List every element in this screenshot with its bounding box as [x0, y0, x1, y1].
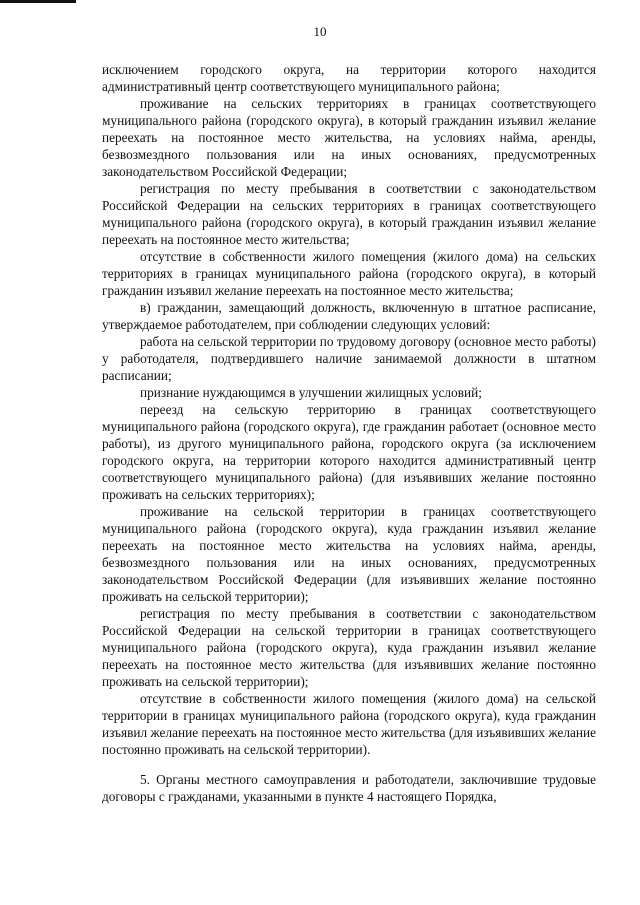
top-rule — [0, 0, 76, 3]
paragraph: отсутствие в собственности жилого помещения (жилого дома) на сельских территориях в границах муниципального района (городского округа), в который гражданин изъявил желание переехать на постоянное место жительства; — [102, 249, 596, 298]
paragraph: проживание на сельских территориях в границах соответствующего муниципального района (городского округа), в который гражданин изъявил желание переехать на постоянное место жительства, на условиях найма, аренды, безвозмездного пользования или на иных основаниях, предусмотренных законодательством Российской Федерации; — [102, 96, 596, 179]
paragraph: регистрация по месту пребывания в соответствии с законодательством Российской Федерации на сельской территории в границах соответствующего муниципального района (городского округа), куда гражданин изъявил желание переехать на постоянное место жительства (для изъявивших желание постоянно проживать на сельской территории); — [102, 606, 596, 689]
document-body — [102, 61, 596, 805]
paragraph: исключением городского округа, на территории которого находится административный центр соответствующего муниципального района; — [102, 62, 596, 94]
paragraph: переезд на сельскую территорию в границах соответствующего муниципального района (городского округа), где гражданин работает (основное место работы), из другого муниципального района, городского округа (за исключением городского округа, на территории которого находится административный центр соответствующего муниципального района) (для изъявивших желание постоянно проживать на сельских территориях); — [102, 402, 596, 502]
page-number: 10 — [313, 24, 327, 39]
paragraph: проживание на сельской территории в границах соответствующего муниципального района (городского округа), куда гражданин изъявил желание переехать на постоянное место жительства на условиях найма, аренды, безвозмездного пользования или на иных основаниях, предусмотренных законодательством Российской Федерации (для изъявивших желание постоянно проживать на сельской территории); — [102, 504, 596, 604]
paragraph: отсутствие в собственности жилого помещения (жилого дома) на сельской территории в границах муниципального района (городского округа), куда гражданин изъявил желание переехать на постоянное место жительства (для изъявивших желание постоянно проживать на сельской территории). — [102, 691, 596, 757]
paragraph: регистрация по месту пребывания в соответствии с законодательством Российской Федерации на сельских территориях в границах соответствующего муниципального района (городского округа), в который гражданин изъявил желание переехать на постоянное место жительства; — [102, 181, 596, 247]
paragraph: 5. Органы местного самоуправления и работодатели, заключившие трудовые договоры с гражданами, указанными в пункте 4 настоящего Порядка, — [102, 772, 596, 804]
paragraph: в) гражданин, замещающий должность, включенную в штатное расписание, утверждаемое работодателем, при соблюдении следующих условий: — [102, 300, 596, 332]
paragraph: признание нуждающимся в улучшении жилищных условий; — [140, 385, 482, 400]
paragraph: работа на сельской территории по трудовому договору (основное место работы) у работодателя, подтвердившего наличие занимаемой должности в штатном расписании; — [102, 334, 596, 383]
